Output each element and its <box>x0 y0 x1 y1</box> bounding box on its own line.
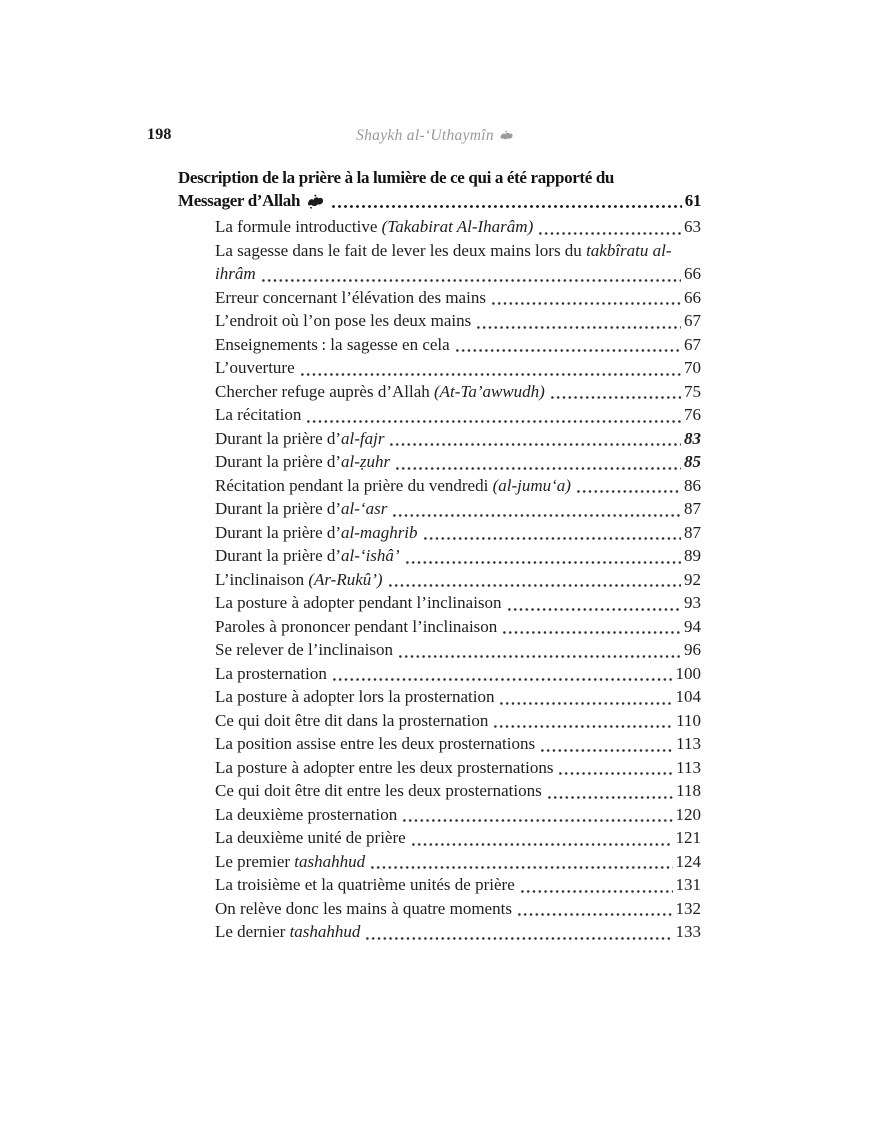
toc-page-number: 100 <box>675 663 701 683</box>
toc-entry-label: Paroles à prononcer pendant l’inclinaison <box>215 616 498 636</box>
toc-entry <box>215 568 701 592</box>
toc-entry <box>215 403 701 427</box>
toc-entry <box>215 756 701 780</box>
dotted-leader <box>548 796 673 799</box>
toc-entry-line <box>215 356 701 380</box>
toc-entry-line <box>215 497 701 521</box>
toc-page-number: 66 <box>684 287 701 307</box>
toc-entry-line <box>215 920 701 944</box>
toc-entry <box>215 309 701 333</box>
toc-entry-label: La posture à adopter lors la prosternation <box>215 687 495 706</box>
toc-entry-line <box>215 568 701 592</box>
toc-entry-label: L’endroit où l’on pose les deux mains <box>215 311 472 330</box>
toc-page-number: 83 <box>684 428 701 448</box>
toc-entry-label: Ce qui doit être dit entre les deux prosternations <box>215 781 542 800</box>
toc-entry <box>215 779 701 803</box>
toc-page-number: 93 <box>684 593 701 612</box>
toc-entry <box>215 850 701 874</box>
toc-entry-line <box>215 826 701 850</box>
toc-entry-line <box>215 803 701 827</box>
dotted-leader <box>396 467 681 470</box>
dotted-leader <box>494 725 673 728</box>
toc-page-number: 104 <box>675 687 701 706</box>
dotted-leader <box>389 584 681 587</box>
toc-section-heading <box>178 166 701 212</box>
toc-entry <box>215 920 701 944</box>
toc-entry-line <box>215 615 701 639</box>
toc-entry <box>215 521 701 545</box>
toc-entry-label: La récitation <box>215 405 302 424</box>
toc-entry <box>215 732 701 756</box>
toc-entry-line <box>215 591 701 615</box>
toc-entry <box>215 215 701 239</box>
dotted-leader <box>559 772 673 775</box>
toc-entry <box>215 333 701 357</box>
dotted-leader <box>393 514 681 517</box>
toc-entry-label: L’inclinaison (Ar-Rukû’) <box>215 569 383 589</box>
toc-page-number: 67 <box>684 334 701 354</box>
toc-entry-line <box>215 685 701 709</box>
section-heading-text: Messager d’Allah <box>178 191 301 210</box>
toc-entry-label: Récitation pendant la prière du vendredi (al-jumu‘a) <box>215 475 571 495</box>
toc-page-number: 132 <box>675 898 701 918</box>
toc-entry-label: La posture à adopter entre les deux prosternations <box>215 757 554 777</box>
toc-entry <box>215 591 701 615</box>
toc-page-number: 86 <box>684 475 701 495</box>
toc-entry-label: Erreur concernant l’élévation des mains <box>215 287 486 307</box>
toc-entry-label: Durant la prière d’al-ẓuhr <box>215 452 391 471</box>
toc-page-number: 66 <box>684 264 701 283</box>
toc-page-number: 87 <box>684 522 701 542</box>
toc-entry-line <box>215 873 701 897</box>
toc-entry-label: Durant la prière d’al-fajr <box>215 428 385 448</box>
dotted-leader <box>424 537 681 540</box>
running-header <box>0 127 870 145</box>
toc-entry <box>215 380 701 404</box>
toc-page-number: 120 <box>675 804 701 824</box>
dotted-leader <box>301 373 681 376</box>
toc-page-number: 75 <box>684 381 701 401</box>
toc-entry <box>215 356 701 380</box>
dotted-leader <box>366 937 672 940</box>
toc-entry-label: La prosternation <box>215 663 327 683</box>
table-of-contents <box>178 166 701 944</box>
toc-entry-line <box>215 779 701 803</box>
dotted-leader <box>541 749 673 752</box>
toc-entry-label: La deuxième prosternation <box>215 804 398 824</box>
section-heading-line1: Description de la prière à la lumière de ce qui a été rapporté du <box>178 168 615 187</box>
toc-entry-label: Durant la prière d’al-maghrib <box>215 522 418 542</box>
dotted-leader <box>492 302 681 305</box>
toc-entry <box>215 239 701 286</box>
dotted-leader <box>399 655 681 658</box>
toc-entry-label: Durant la prière d’al-‘asr <box>215 499 388 518</box>
toc-entry-line <box>215 474 701 498</box>
dotted-leader <box>477 326 681 329</box>
toc-entry <box>215 803 701 827</box>
toc-entry-label: La troisième et la quatrième unités de prière <box>215 875 515 894</box>
toc-page-number: 94 <box>684 616 701 636</box>
dotted-leader <box>577 490 681 493</box>
dotted-leader <box>371 866 672 869</box>
toc-entry-label: Durant la prière d’al-‘ishâ’ <box>215 546 400 565</box>
toc-entry <box>215 709 701 733</box>
dotted-leader <box>503 631 681 634</box>
toc-entry-label: Enseignements : la sagesse en cela <box>215 334 450 354</box>
toc-page-number: 89 <box>684 546 701 565</box>
dotted-leader <box>551 396 681 399</box>
dotted-leader <box>406 561 681 564</box>
running-title-text: Shaykh al-‘Uthaymîn <box>356 127 494 144</box>
toc-page-number: 87 <box>684 499 701 518</box>
toc-entry-line <box>215 638 701 662</box>
toc-entry <box>215 873 701 897</box>
toc-entry-label: L’ouverture <box>215 358 295 377</box>
toc-page-number: 67 <box>684 311 701 330</box>
toc-page-number: 131 <box>675 875 701 894</box>
dotted-leader <box>539 232 681 235</box>
dotted-leader <box>390 443 681 446</box>
toc-entry-label: Se relever de l’inclinaison <box>215 640 393 659</box>
toc-page-number: 118 <box>676 781 701 800</box>
toc-entry-line <box>215 333 701 357</box>
toc-entry <box>215 615 701 639</box>
toc-entry <box>215 450 701 474</box>
toc-entry-list <box>215 215 701 944</box>
toc-page-number: 63 <box>684 217 701 236</box>
toc-entry <box>215 662 701 686</box>
toc-page-number: 85 <box>684 452 701 471</box>
toc-entry <box>215 685 701 709</box>
toc-entry <box>215 497 701 521</box>
dotted-leader <box>508 608 681 611</box>
dotted-leader <box>333 678 673 681</box>
toc-entry <box>215 474 701 498</box>
toc-entry-line <box>215 662 701 686</box>
toc-entry-line <box>215 521 701 545</box>
toc-entry-line <box>215 380 701 404</box>
toc-entry-line <box>215 427 701 451</box>
toc-entry-label: Le dernier tashahhud <box>215 922 361 941</box>
dotted-leader <box>500 702 672 705</box>
toc-page-number: 70 <box>684 358 701 377</box>
toc-entry-line <box>215 286 701 310</box>
toc-page-number: 76 <box>684 405 701 424</box>
toc-entry-label: Ce qui doit être dit dans la prosternation <box>215 710 489 730</box>
toc-entry <box>215 638 701 662</box>
toc-entry-label: La deuxième unité de prière <box>215 828 406 847</box>
toc-page-number: 96 <box>684 640 701 659</box>
sallallahu-alayhi-wa-sallam-icon <box>306 194 325 209</box>
toc-entry-line <box>215 732 701 756</box>
toc-entry-line <box>215 450 701 474</box>
toc-entry-line <box>215 403 701 427</box>
rahimahullah-icon <box>499 130 514 141</box>
toc-entry <box>215 286 701 310</box>
toc-page-number: 92 <box>684 569 701 589</box>
toc-entry-label: Le premier tashahhud <box>215 851 366 871</box>
toc-entry <box>215 826 701 850</box>
toc-page-number: 124 <box>675 851 701 871</box>
dotted-leader <box>456 349 681 352</box>
dotted-leader <box>412 843 673 846</box>
dotted-leader <box>403 819 672 822</box>
toc-entry-label: La posture à adopter pendant l’inclinaison <box>215 593 502 612</box>
page-number: 198 <box>147 126 172 143</box>
toc-page-number: 61 <box>684 191 701 210</box>
toc-entry-line <box>215 544 701 568</box>
toc-entry-label: Chercher refuge auprès d’Allah (At-Ta’awwudh) <box>215 381 545 401</box>
dotted-leader <box>307 420 681 423</box>
toc-entry-label: La sagesse dans le fait de lever les deux mains lors du takbîratu al- <box>215 240 672 260</box>
toc-page-number: 133 <box>675 922 701 941</box>
toc-entry-line <box>215 262 701 286</box>
toc-entry <box>215 427 701 451</box>
dotted-leader <box>332 205 682 208</box>
toc-entry-line <box>215 897 701 921</box>
toc-entry-line <box>215 215 701 239</box>
dotted-leader <box>518 913 673 916</box>
toc-page-number: 113 <box>676 734 701 753</box>
dotted-leader <box>521 890 673 893</box>
toc-entry-line <box>215 850 701 874</box>
toc-entry-label: On relève donc les mains à quatre moments <box>215 898 512 918</box>
toc-entry-line <box>215 309 701 333</box>
toc-entry <box>215 544 701 568</box>
toc-entry-label: La formule introductive (Takabirat Al-Iharâm) <box>215 217 534 236</box>
section-heading-line2 <box>178 189 701 212</box>
toc-entry-label: ihrâm <box>215 264 256 283</box>
toc-entry-line <box>215 756 701 780</box>
toc-page-number: 113 <box>676 757 701 777</box>
toc-page-number: 110 <box>676 710 701 730</box>
dotted-leader <box>262 279 681 282</box>
toc-entry <box>215 897 701 921</box>
toc-entry-line <box>215 709 701 733</box>
toc-page-number: 121 <box>675 828 701 847</box>
toc-entry-label: La position assise entre les deux prosternations <box>215 734 536 753</box>
